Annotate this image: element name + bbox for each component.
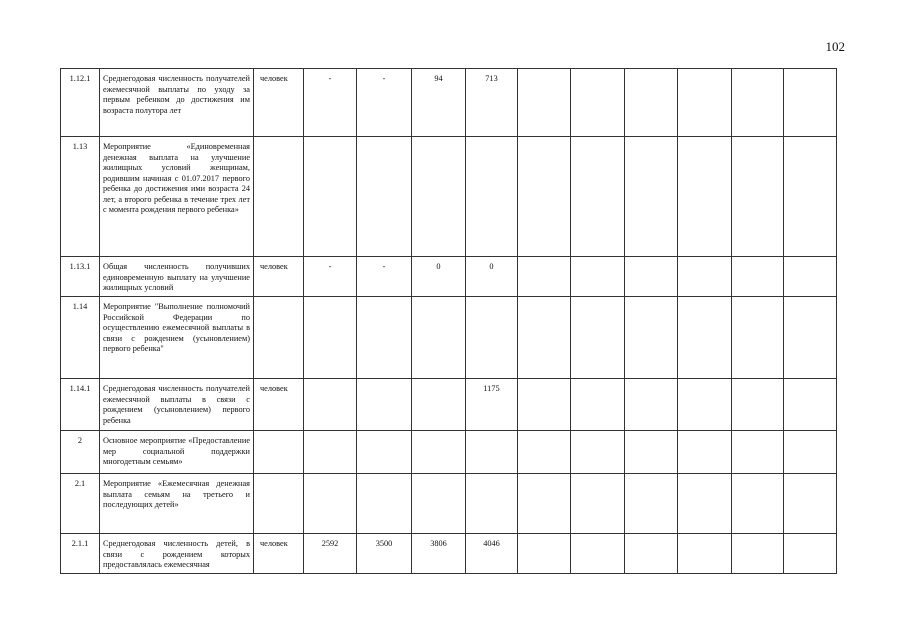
- page-number: 102: [825, 39, 845, 54]
- value-cell: [732, 474, 784, 534]
- value-cell: [678, 137, 732, 257]
- value-cell: [466, 431, 518, 474]
- value-cell: [571, 379, 625, 431]
- value-cell: [466, 297, 518, 379]
- indicator-name: Основное мероприятие «Предоставление мер социальной поддержки многодетным семьям»: [100, 431, 254, 474]
- indicator-table: [60, 68, 897, 574]
- value-cell: 713: [466, 69, 518, 137]
- value-cell: -: [357, 69, 412, 137]
- table-row: [61, 534, 897, 574]
- value-cell: [732, 137, 784, 257]
- value-cell: [518, 431, 571, 474]
- value-cell: [784, 137, 837, 257]
- value-cell: [784, 297, 837, 379]
- unit-cell: человек: [254, 69, 304, 137]
- value-cell: 3500: [357, 534, 412, 574]
- value-cell: [518, 379, 571, 431]
- row-number: 2.1: [61, 474, 100, 534]
- indicator-name: Мероприятие «Единовременная денежная выплата на улучшение жилищных условий женщинам, родившим начиная с 01.07.2017 первого ребенка до достижения ими возраста 24 лет, а второго ребенка в течение трех лет с момента рождения первого ребенка»: [100, 137, 254, 257]
- value-cell: [678, 297, 732, 379]
- value-cell: [784, 431, 837, 474]
- value-cell: 3806: [412, 534, 466, 574]
- indicator-name: Общая численность получивших единовременную выплату на улучшение жилищных условий: [100, 257, 254, 297]
- value-cell: [304, 379, 357, 431]
- value-cell: [625, 69, 678, 137]
- row-number: 1.13: [61, 137, 100, 257]
- value-cell: -: [357, 257, 412, 297]
- value-cell: 0: [466, 257, 518, 297]
- value-cell: [304, 297, 357, 379]
- indicator-name: Среднегодовая численность получателей ежемесячной выплаты в связи с рождением (усыновлением) первого ребенка: [100, 379, 254, 431]
- table-body: [61, 69, 897, 574]
- value-cell: [412, 297, 466, 379]
- value-cell: [357, 431, 412, 474]
- value-cell: 1175: [466, 379, 518, 431]
- row-number: 1.12.1: [61, 69, 100, 137]
- value-cell: [678, 534, 732, 574]
- unit-cell: человек: [254, 534, 304, 574]
- value-cell: [678, 257, 732, 297]
- value-cell: [678, 379, 732, 431]
- value-cell: [518, 534, 571, 574]
- unit-cell: [254, 431, 304, 474]
- value-cell: [625, 257, 678, 297]
- value-cell: 0: [412, 257, 466, 297]
- row-number: 1.13.1: [61, 257, 100, 297]
- table-row: [61, 474, 897, 534]
- value-cell: [678, 69, 732, 137]
- value-cell: [466, 474, 518, 534]
- indicator-name: Среднегодовая численность детей, в связи с рождением которых предоставлялась ежемесячная: [100, 534, 254, 574]
- value-cell: [304, 431, 357, 474]
- indicator-name: Мероприятие «Ежемесячная денежная выплата семьям на третьего и последующих детей»: [100, 474, 254, 534]
- value-cell: [357, 297, 412, 379]
- value-cell: -: [304, 69, 357, 137]
- value-cell: [571, 257, 625, 297]
- row-number: 1.14.1: [61, 379, 100, 431]
- value-cell: [304, 474, 357, 534]
- row-number: 2: [61, 431, 100, 474]
- table-row: [61, 69, 897, 137]
- value-cell: [412, 431, 466, 474]
- unit-cell: человек: [254, 379, 304, 431]
- value-cell: [357, 137, 412, 257]
- unit-cell: [254, 137, 304, 257]
- value-cell: 4046: [466, 534, 518, 574]
- value-cell: -: [304, 257, 357, 297]
- table-row: [61, 431, 897, 474]
- value-cell: [304, 137, 357, 257]
- value-cell: [518, 297, 571, 379]
- value-cell: [732, 257, 784, 297]
- value-cell: [732, 431, 784, 474]
- value-cell: [571, 137, 625, 257]
- value-cell: [571, 431, 625, 474]
- value-cell: [732, 534, 784, 574]
- value-cell: [784, 534, 837, 574]
- value-cell: [784, 69, 837, 137]
- value-cell: [732, 69, 784, 137]
- value-cell: [625, 297, 678, 379]
- unit-cell: [254, 297, 304, 379]
- value-cell: [625, 431, 678, 474]
- value-cell: [678, 474, 732, 534]
- value-cell: [466, 137, 518, 257]
- value-cell: [412, 474, 466, 534]
- value-cell: [625, 534, 678, 574]
- value-cell: [784, 257, 837, 297]
- value-cell: [518, 474, 571, 534]
- unit-cell: человек: [254, 257, 304, 297]
- value-cell: [412, 137, 466, 257]
- value-cell: [412, 379, 466, 431]
- value-cell: [357, 379, 412, 431]
- value-cell: [784, 474, 837, 534]
- value-cell: [784, 379, 837, 431]
- value-cell: [571, 474, 625, 534]
- value-cell: [678, 431, 732, 474]
- indicator-name: Мероприятие "Выполнение полномочий Российской Федерации по осуществлению ежемесячной выплаты в связи с рождением (усыновлением) первого ребенка": [100, 297, 254, 379]
- value-cell: [571, 297, 625, 379]
- value-cell: [357, 474, 412, 534]
- table-row: [61, 137, 897, 257]
- unit-cell: [254, 474, 304, 534]
- value-cell: 94: [412, 69, 466, 137]
- value-cell: 2592: [304, 534, 357, 574]
- indicator-name: Среднегодовая численность получателей ежемесячной выплаты по уходу за первым ребенком до достижения им возраста полутора лет: [100, 69, 254, 137]
- value-cell: [518, 137, 571, 257]
- table-row: [61, 379, 897, 431]
- table-row: [61, 257, 897, 297]
- value-cell: [625, 379, 678, 431]
- value-cell: [732, 297, 784, 379]
- value-cell: [518, 69, 571, 137]
- value-cell: [625, 474, 678, 534]
- table-row: [61, 297, 897, 379]
- value-cell: [571, 69, 625, 137]
- value-cell: [625, 137, 678, 257]
- value-cell: [518, 257, 571, 297]
- value-cell: [732, 379, 784, 431]
- value-cell: [571, 534, 625, 574]
- row-number: 1.14: [61, 297, 100, 379]
- row-number: 2.1.1: [61, 534, 100, 574]
